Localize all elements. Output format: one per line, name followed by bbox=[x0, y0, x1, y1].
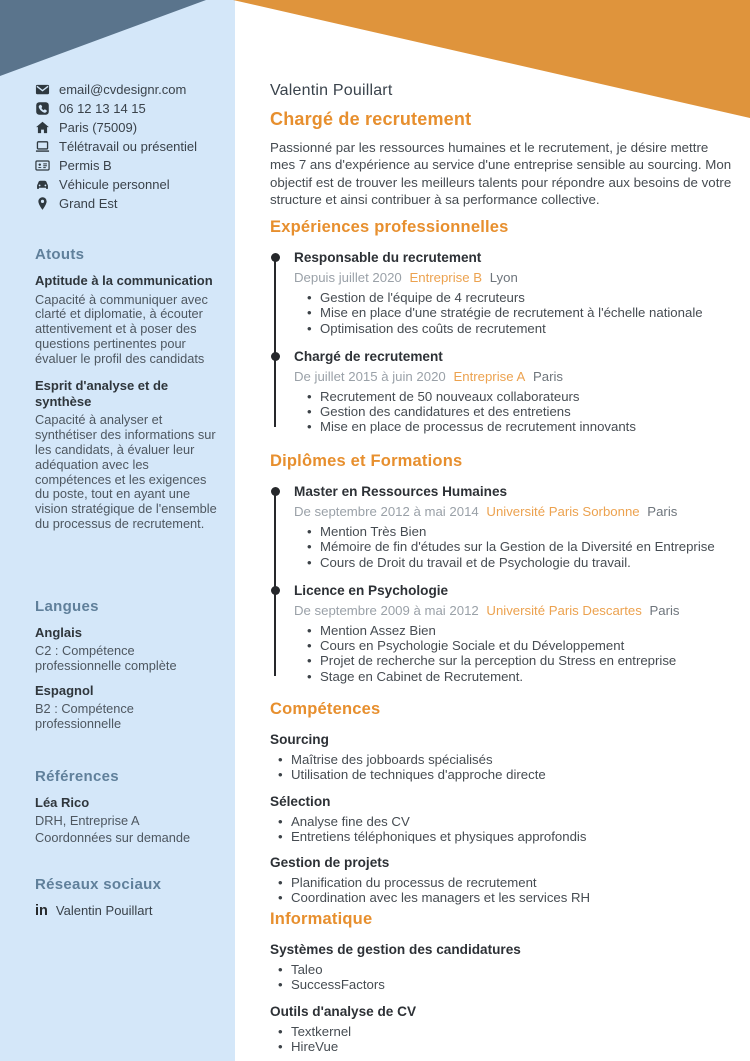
bullet-item: • Analyse fine des CV bbox=[278, 814, 734, 829]
bullet-item: • Taleo bbox=[278, 962, 734, 977]
informatique-group bbox=[270, 942, 734, 993]
contact-email-text: email@cvdesignr.com bbox=[59, 82, 187, 97]
experience-meta bbox=[294, 369, 734, 384]
informatique-section bbox=[270, 910, 734, 1061]
informatique-bullets bbox=[270, 1024, 734, 1055]
job-title: Chargé de recrutement bbox=[270, 109, 472, 129]
profile-summary: Passionné par les ressources humaines et le recrutement, je désire mettre mes 7 ans d'expérience au service d'une entreprise sensible au sourcing. Mon objectif est de trouver les meilleurs talents pour répondre aux besoins de votre structure et ainsi contribuer à sa performance collective. bbox=[270, 140, 732, 208]
informatique-group-name: Systèmes de gestion des candidatures bbox=[270, 942, 521, 957]
competences-section bbox=[270, 700, 734, 917]
bullet-item: • Optimisation des coûts de recrutement bbox=[307, 321, 734, 336]
education-period: De septembre 2012 à mai 2014 bbox=[294, 504, 479, 519]
bullet-item: • Mise en place d'une stratégie de recrutement à l'échelle nationale bbox=[307, 305, 734, 320]
references-section bbox=[35, 768, 219, 846]
education-section bbox=[270, 452, 734, 697]
atout-item bbox=[35, 273, 219, 366]
informatique-group bbox=[270, 1004, 734, 1055]
competences-heading: Compétences bbox=[270, 700, 381, 718]
sidebar bbox=[0, 0, 235, 1061]
atouts-section bbox=[35, 246, 219, 544]
linkedin-link[interactable] bbox=[35, 903, 219, 918]
experience-heading: Expériences professionnelles bbox=[270, 218, 509, 236]
education-meta bbox=[294, 603, 734, 618]
language-level: B2 : Compétence professionnelle bbox=[35, 701, 134, 731]
header-section bbox=[270, 82, 734, 209]
experience-company: Entreprise A bbox=[453, 368, 526, 384]
atouts-heading: Atouts bbox=[35, 246, 85, 263]
experience-entry bbox=[294, 250, 734, 336]
atout-title: Esprit d'analyse et de synthèse bbox=[35, 378, 169, 409]
contact-phone bbox=[35, 99, 219, 118]
bullet-item: • SuccessFactors bbox=[278, 977, 734, 992]
bullet-item: • Mise en place de processus de recrutement innovants bbox=[307, 419, 734, 434]
contact-licence bbox=[35, 156, 219, 175]
atout-title: Aptitude à la communication bbox=[35, 273, 213, 288]
bullet-item: • Projet de recherche sur la perception du Stress en entreprise bbox=[307, 653, 734, 668]
candidate-name: Valentin Pouillart bbox=[270, 82, 393, 99]
experience-meta bbox=[294, 270, 734, 285]
experience-location: Paris bbox=[532, 368, 564, 384]
car-icon bbox=[35, 177, 50, 192]
langues-heading: Langues bbox=[35, 598, 99, 615]
education-school: Université Paris Descartes bbox=[486, 602, 642, 618]
bullet-item: • Gestion des candidatures et des entretiens bbox=[307, 404, 734, 419]
experience-company: Entreprise B bbox=[409, 270, 483, 285]
social-heading: Réseaux sociaux bbox=[35, 876, 162, 893]
contact-licence-text: Permis B bbox=[59, 158, 112, 173]
bullet-item: • Cours de Droit du travail et de Psychologie du travail. bbox=[307, 555, 734, 570]
education-entry bbox=[294, 583, 734, 684]
bullet-item: • Recrutement de 50 nouveaux collaborateurs bbox=[307, 389, 734, 404]
experience-section bbox=[270, 218, 734, 448]
bullet-item: • Coordination avec les managers et les services RH bbox=[278, 890, 734, 905]
contact-vehicle bbox=[35, 175, 219, 194]
education-meta bbox=[294, 504, 734, 519]
bullet-item: • HireVue bbox=[278, 1039, 734, 1054]
experience-period: Depuis juillet 2020 bbox=[294, 270, 402, 285]
bullet-item: • Mémoire de fin d'études sur la Gestion de la Diversité en Entreprise bbox=[307, 539, 734, 554]
bullet-item: • Mention Très Bien bbox=[307, 524, 734, 539]
contact-region-text: Grand Est bbox=[59, 196, 118, 211]
references-heading: Références bbox=[35, 768, 119, 785]
atout-text: Capacité à analyser et synthétiser des informations sur les candidats, à évaluer leur adéquation avec les compétences et les exigences du poste, tout en ayant une vision stratégique de l'ensemble du processus de recrutement. bbox=[35, 412, 217, 532]
bullet-item: • Planification du processus de recrutement bbox=[278, 875, 734, 890]
atout-item bbox=[35, 378, 219, 531]
atout-text: Capacité à communiquer avec clarté et diplomatie, à écouter attentivement et à poser des questions pertinentes pour évaluer le profil des candidats bbox=[35, 291, 208, 366]
education-degree: Licence en Psychologie bbox=[294, 582, 449, 598]
competence-group-name: Sourcing bbox=[270, 732, 329, 747]
linkedin-text: Valentin Pouillart bbox=[55, 903, 153, 918]
competence-group bbox=[270, 855, 734, 906]
linkedin-icon: in bbox=[35, 902, 48, 919]
language-name: Anglais bbox=[35, 625, 82, 640]
informatique-group-name: Outils d'analyse de CV bbox=[270, 1003, 417, 1019]
bullet-item: • Mention Assez Bien bbox=[307, 623, 734, 638]
education-location: Paris bbox=[647, 504, 678, 519]
competence-bullets bbox=[270, 814, 734, 845]
education-entry bbox=[294, 484, 734, 570]
experience-role: Responsable du recrutement bbox=[294, 250, 482, 265]
timeline-dot bbox=[271, 253, 280, 262]
education-timeline bbox=[270, 484, 734, 684]
bullet-item: • Entretiens téléphoniques et physiques approfondis bbox=[278, 829, 734, 844]
education-degree: Master en Ressources Humaines bbox=[294, 484, 508, 499]
competence-group bbox=[270, 732, 734, 783]
competence-group bbox=[270, 794, 734, 845]
language-name: Espagnol bbox=[35, 683, 94, 698]
education-heading: Diplômes et Formations bbox=[270, 452, 463, 470]
contact-city-text: Paris (75009) bbox=[59, 120, 138, 135]
bullet-item: • Cours en Psychologie Sociale et du Développement bbox=[307, 638, 734, 653]
education-location: Paris bbox=[649, 602, 680, 618]
contact-work-mode bbox=[35, 137, 219, 156]
bullet-item: • Textkernel bbox=[278, 1024, 734, 1039]
contact-block bbox=[35, 80, 219, 213]
experience-role: Chargé de recrutement bbox=[294, 348, 443, 364]
competence-bullets bbox=[270, 752, 734, 783]
contact-vehicle-text: Véhicule personnel bbox=[59, 177, 170, 192]
laptop-icon bbox=[35, 139, 50, 154]
education-bullets bbox=[294, 623, 734, 684]
education-period: De septembre 2009 à mai 2012 bbox=[294, 602, 479, 618]
bullet-item: • Maîtrise des jobboards spécialisés bbox=[278, 752, 734, 767]
home-icon bbox=[35, 120, 50, 135]
experience-bullets bbox=[294, 389, 734, 435]
location-pin-icon bbox=[35, 196, 50, 211]
contact-work-mode-text: Télétravail ou présentiel bbox=[59, 139, 198, 154]
contact-city bbox=[35, 118, 219, 137]
timeline-dot bbox=[271, 586, 280, 595]
competence-group-name: Sélection bbox=[270, 793, 331, 809]
experience-period: De juillet 2015 à juin 2020 bbox=[294, 368, 446, 384]
timeline-dot bbox=[271, 487, 280, 496]
phone-icon bbox=[35, 101, 50, 116]
contact-region bbox=[35, 194, 219, 213]
id-card-icon bbox=[35, 158, 50, 173]
reference-line: DRH, Entreprise A bbox=[35, 813, 140, 828]
informatique-heading: Informatique bbox=[270, 910, 373, 928]
informatique-bullets bbox=[270, 962, 734, 993]
language-level: C2 : Compétence professionnelle complète bbox=[35, 643, 177, 673]
experience-entry bbox=[294, 349, 734, 435]
experience-location: Lyon bbox=[489, 270, 518, 285]
langues-section bbox=[35, 598, 219, 741]
competence-bullets bbox=[270, 875, 734, 906]
experience-bullets bbox=[294, 290, 734, 336]
education-school: Université Paris Sorbonne bbox=[486, 504, 640, 519]
reference-line: Coordonnées sur demande bbox=[35, 829, 191, 845]
bullet-item: • Utilisation de techniques d'approche directe bbox=[278, 767, 734, 782]
contact-phone-text: 06 12 13 14 15 bbox=[59, 101, 146, 116]
experience-timeline bbox=[270, 250, 734, 435]
envelope-icon bbox=[35, 82, 50, 97]
bullet-item: • Stage en Cabinet de Recrutement. bbox=[307, 669, 734, 684]
timeline-dot bbox=[271, 352, 280, 361]
social-section bbox=[35, 876, 219, 918]
bullet-item: • Gestion de l'équipe de 4 recruteurs bbox=[307, 290, 734, 305]
competence-group-name: Gestion de projets bbox=[270, 855, 390, 871]
contact-email[interactable] bbox=[35, 80, 219, 99]
reference-name: Léa Rico bbox=[35, 795, 90, 810]
education-bullets bbox=[294, 524, 734, 570]
